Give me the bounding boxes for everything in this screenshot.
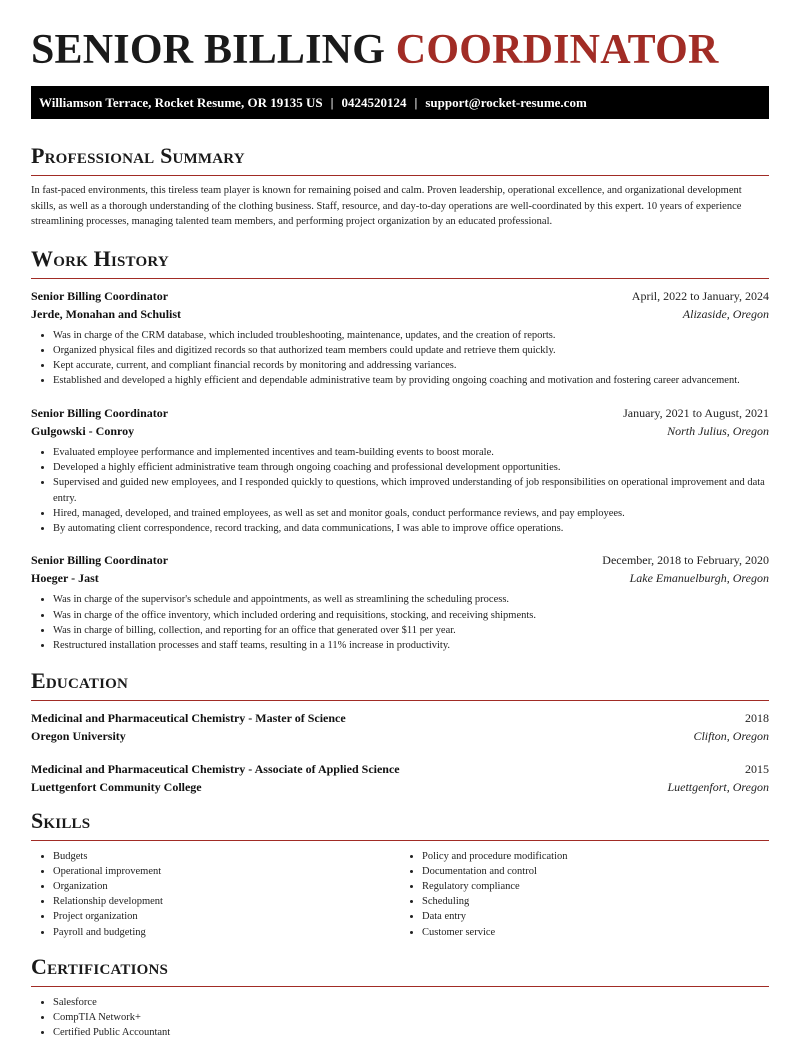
section-divider xyxy=(31,700,769,701)
skill-item: • Data entry xyxy=(422,909,769,924)
job-bullet: • By automating client correspondence, record tracking, and data communications, I was able to improve office operations. xyxy=(53,521,769,536)
certifications-heading: Certifications xyxy=(31,953,169,979)
skills-list-left xyxy=(31,849,400,940)
contact-phone: 0424520124 xyxy=(341,95,407,110)
section-divider xyxy=(31,175,769,176)
skill-item: • Customer service xyxy=(422,925,769,940)
certifications-list xyxy=(31,995,769,1041)
job-bullets xyxy=(31,445,769,537)
job-title: Senior Billing Coordinator xyxy=(31,405,169,420)
education-year: 2015 xyxy=(745,761,769,776)
job-bullet: • Restructured installation processes and staff teams, resulting in a 11% increase in productivity. xyxy=(53,638,769,653)
job-header-row xyxy=(31,404,769,422)
job-dates: January, 2021 to August, 2021 xyxy=(623,405,769,420)
education-degree-row xyxy=(31,709,769,727)
certifications-section xyxy=(31,954,769,1041)
contact-separator: | xyxy=(414,95,418,110)
work-history-heading: Work History xyxy=(31,245,169,271)
skill-item: • Payroll and budgeting xyxy=(53,925,400,940)
job-entry xyxy=(31,551,769,653)
job-bullet: • Was in charge of the CRM database, which included troubleshooting, maintenance, updates, and the creation of reports. xyxy=(53,328,769,343)
certification-item: • CompTIA Network+ xyxy=(53,1010,769,1025)
contact-email[interactable]: support@rocket-resume.com xyxy=(425,95,587,110)
skill-item: • Budgets xyxy=(53,849,400,864)
job-title: Senior Billing Coordinator xyxy=(31,288,169,303)
education-school-row xyxy=(31,727,769,745)
job-dates: December, 2018 to February, 2020 xyxy=(602,553,769,568)
job-dates: April, 2022 to January, 2024 xyxy=(631,288,769,303)
page-title xyxy=(31,24,769,76)
education-location: Luettgenfort, Oregon xyxy=(667,779,769,794)
section-divider xyxy=(31,278,769,279)
job-company-row xyxy=(31,305,769,323)
education-year: 2018 xyxy=(745,710,769,725)
skill-item: • Policy and procedure modification xyxy=(422,849,769,864)
job-bullet: • Was in charge of billing, collection, and reporting for an office that generated over $11 per year. xyxy=(53,623,769,638)
job-bullet: • Established and developed a highly efficient and dependable administrative team by providing ongoing coaching and motivation and fostering career advancement. xyxy=(53,373,769,388)
job-bullets xyxy=(31,328,769,389)
skills-list-right xyxy=(400,849,769,940)
contact-separator: | xyxy=(330,95,334,110)
skill-item: • Operational improvement xyxy=(53,864,400,879)
job-company: Hoeger - Jast xyxy=(31,571,99,586)
summary-text: In fast-paced environments, this tireless team player is known for remaining poised and calm. Proven leadership, operational excellence, and organizational development skills, as well as a thorough understanding of the clothing business. Staff, resource, and day-to-day operations are well-coordinated by this expert. 10 years of experience streamlining processes, managing talented team members, and performing project organization by an educated professional. xyxy=(31,185,742,227)
contact-address: Williamson Terrace, Rocket Resume, OR 19135 US xyxy=(39,95,323,110)
job-company: Gulgowski - Conroy xyxy=(31,423,135,438)
title-part-1: SENIOR BILLING xyxy=(31,27,386,73)
skill-item: • Project organization xyxy=(53,909,400,924)
skills-columns xyxy=(31,841,769,940)
education-section xyxy=(31,668,769,796)
job-company-row xyxy=(31,569,769,587)
job-bullet: • Was in charge of the office inventory, which included ordering and requisitions, stocking, and receiving shipments. xyxy=(53,608,769,623)
job-bullet: • Evaluated employee performance and implemented incentives and team-building events to boost morale. xyxy=(53,445,769,460)
skills-heading: Skills xyxy=(31,807,91,833)
job-bullet: • Organized physical files and digitized records so that authorized team members could update and retrieve them quickly. xyxy=(53,343,769,358)
job-bullets xyxy=(31,592,769,653)
job-entry xyxy=(31,287,769,389)
job-location: Lake Emanuelburgh, Oregon xyxy=(629,571,769,586)
education-degree: Medicinal and Pharmaceutical Chemistry - Associate of Applied Science xyxy=(31,761,400,776)
job-location: Alizaside, Oregon xyxy=(682,306,769,321)
certification-item: • Certified Public Accountant xyxy=(53,1025,769,1040)
job-company-row xyxy=(31,422,769,440)
skill-item: • Organization xyxy=(53,879,400,894)
work-history-section xyxy=(31,246,769,654)
summary-section xyxy=(31,143,769,230)
skill-item: • Documentation and control xyxy=(422,864,769,879)
certification-item: • Salesforce xyxy=(53,995,769,1010)
education-school-row xyxy=(31,778,769,796)
skill-item: • Relationship development xyxy=(53,894,400,909)
job-header-row xyxy=(31,287,769,305)
section-divider xyxy=(31,986,769,987)
skill-item: • Scheduling xyxy=(422,894,769,909)
job-bullet: • Supervised and guided new employees, and I responded quickly to questions, which improved understanding of job responsibilities on operational improvement and data entry. xyxy=(53,475,769,506)
job-location: North Julius, Oregon xyxy=(667,423,769,438)
job-bullet: • Hired, managed, developed, and trained employees, as well as set and monitor goals, conduct performance reviews, and pay employees. xyxy=(53,506,769,521)
job-title: Senior Billing Coordinator xyxy=(31,553,169,568)
education-school: Oregon University xyxy=(31,728,126,743)
job-bullet: • Kept accurate, current, and compliant financial records by monitoring and addressing variances. xyxy=(53,358,769,373)
education-entry xyxy=(31,760,769,796)
summary-heading: Professional Summary xyxy=(31,143,245,168)
job-company: Jerde, Monahan and Schulist xyxy=(31,306,182,321)
job-bullet: • Developed a highly efficient administrative team through ongoing coaching and professional development opportunities. xyxy=(53,460,769,475)
skill-item: • Regulatory compliance xyxy=(422,879,769,894)
job-entry xyxy=(31,404,769,537)
education-degree-row xyxy=(31,760,769,778)
education-heading: Education xyxy=(31,667,129,693)
education-entry xyxy=(31,709,769,745)
resume-content xyxy=(31,24,769,1041)
education-location: Clifton, Oregon xyxy=(693,728,769,743)
education-school: Luettgenfort Community College xyxy=(31,779,202,794)
skills-section xyxy=(31,808,769,940)
job-header-row xyxy=(31,551,769,569)
contact-bar xyxy=(31,86,769,119)
job-bullet: • Was in charge of the supervisor's schedule and appointments, as well as streamlining the scheduling process. xyxy=(53,592,769,607)
title-part-2: COORDINATOR xyxy=(395,27,719,73)
education-degree: Medicinal and Pharmaceutical Chemistry - Master of Science xyxy=(31,710,346,725)
